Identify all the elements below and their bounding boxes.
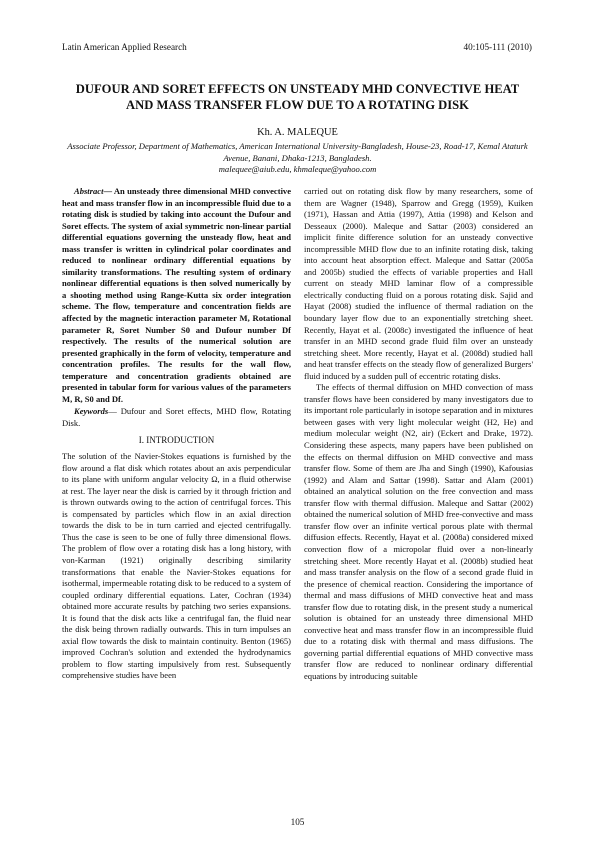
left-column <box>62 186 291 682</box>
journal-name: Latin American Applied Research <box>62 42 187 52</box>
author-affiliation <box>62 141 533 176</box>
intro-paragraph-3: The effects of thermal diffusion on MHD convection of mass transfer flows have been considered by many investigators due to its important role particularly in isotope separation and in mixtures between gases with very light molecular weight (H2, He) and medium molecular weight (N2, air) (Eckert and Drake, 1972). Considering these aspects, many papers have been published on the effects on thermal diffusion on MHD convective and mass transfer flow. Some of them are Jha and Singh (1990), Kafousias (1992) and Alam and Sattar (1998). Sattar and Alam (2001) obtained an analytical solution on the free convection and mass transfer flow with thermal diffusion. Maleque and Sattar (2002) obtained the numerical solution of MHD free-convective and mass transfer flow over an infinite vertical porous plate with thermal diffusion effects. Recently, Hayat et al. (2008a) considered mixed convection flow of a micropolar fluid over a non-linearly stretching sheet. More recently Hayat et al. (2008b) studied heat and mass transfer analysis on the flow of a second grade fluid in the presence of chemical reaction. Considering the importance of thermal and mass diffusions of MHD convective heat and mass transfer flow due to rotating disk, in the present study a numerical solution is obtained for an unsteady three dimensional MHD convective heat and mass transfer flow in an incompressible fluid due to a rotating disk with thermal and mass diffusions. The governing partial differential equations of MHD convective mass transfer flow are reduced to nonlinear ordinary differential equations by introducing suitable <box>304 382 533 681</box>
section-heading-introduction: I. INTRODUCTION <box>138 435 215 446</box>
keywords-label: Keywords <box>74 406 109 417</box>
abstract-dash: — <box>103 186 114 196</box>
volume-pages: 40:105-111 (2010) <box>463 42 532 52</box>
abstract-label: Abstract <box>74 186 104 196</box>
author-name: Kh. A. MALEQUE <box>257 127 338 138</box>
keywords-dash: — <box>108 406 121 417</box>
affiliation-text: Associate Professor, Department of Mathematics, American International University-Bangladesh, House-23, Road-17, Kemal Ataturk Avenue, Banani, Dhaka-1213, Bangladesh. <box>67 141 528 163</box>
page-number: 105 <box>290 817 305 827</box>
keywords-text: Dufour and Soret effects, MHD flow, Rotating Disk. <box>62 406 292 428</box>
keywords <box>62 406 291 429</box>
author-email: malequee@aiub.edu, khmaleque@yahoo.com <box>218 164 377 175</box>
paper-title: DUFOUR AND SORET EFFECTS ON UNSTEADY MHD CONVECTIVE HEAT AND MASS TRANSFER FLOW DUE TO A ROTATING DISK <box>75 82 520 112</box>
abstract-text: An unsteady three dimensional MHD convective heat and mass transfer flow in an incompressible fluid due to a rotating disk is studied by taking into account the Dufour and Soret effects. The system of axial symmetric non-linear partial differential equations governing the unsteady flow, heat and mass transfer is written in cylindrical polar coordinates and reduced to nonlinear ordinary differential equations by similarity transformations. The resulting system of ordinary nonlinear differential equations is then solved numerically by a shooting method using Range-Kutta six order integration scheme. The flow, temperature and concentration fields are affected by the magnetic interaction parameter M, Rotational parameter R, Soret Number S0 and Dufour number Df respectively. The results of the numerical solution are presented graphically in the form of velocity, temperature and concentration profiles. The results for the wall flow, temperature and concentration gradients obtained are presented in tabular form for various values of the parameters M, R, S0 and Df. <box>62 186 292 404</box>
intro-paragraph-2: carried out on rotating disk flow by many researchers, some of them are Wagner (1948), Sparrow and Gregg (1959), Kuiken (1971), Hassan and Attia (1997), Attia (1998) and Kelson and Desseaux (2000). Maleque and Sattar (2003) considered an implicit finite difference solution for an unsteady convective incompressible MHD flow due to an infinite rotating disk, taking into account heat absorption effect. Maleque and Sattar (2005a and 2005b) studied the effects of variable properties and Hall current on steady MHD laminar flow of a compressible electrically conducting fluid on a porous rotating disk. Sajid and Hayat (2008) studied the influence of thermal radiation on the boundary layer flow due to an exponentially stretching sheet. Recently, Hayat et al. (2008c) investigated the influence of heat transfer in an MHD second grade fluid film over an unsteady stretching sheet. More recently, Hayat et al. (2008d) studied hall and heat transfer effects on the steady flow of generalized Burgers' fluid induced by a sudden pull of eccentric rotating disks. <box>304 186 533 381</box>
intro-paragraph-1: The solution of the Navier-Stokes equations is furnished by the flow around a flat disk which rotates about an axis perpendicular to its plane with uniform angular velocity Ω, in a fluid otherwise at rest. The layer near the disk is carried by it through friction and is thrown outwards owing to the action of centrifugal forces. This is compensated by particles which flow in an axial direction towards the disk to be in turn carried and ejected centrifugally. Thus the case is seen to be one of fully three dimensional flows. The problem of flow over a rotating disk has a long history, with von-Karman (1921) originally describing similarity transformations that enable the Navier-Stokes equations for isothermal, impermeable rotating disk to be reduced to a system of coupled ordinary differential equations. Later, Cochran (1934) obtained more accurate results by patching two series expansions. It is found that the disk acts like a centrifugal fan, the fluid near the disk being thrown radially outwards. This in turn impulses an axial flow towards the disk to maintain continuity. Benton (1965) improved Cochran's solution and extended the hydrodynamics problem to flow starting impulsively from rest. Subsequently comprehensive studies have been <box>62 451 291 681</box>
right-column <box>304 186 533 683</box>
abstract <box>62 186 291 405</box>
